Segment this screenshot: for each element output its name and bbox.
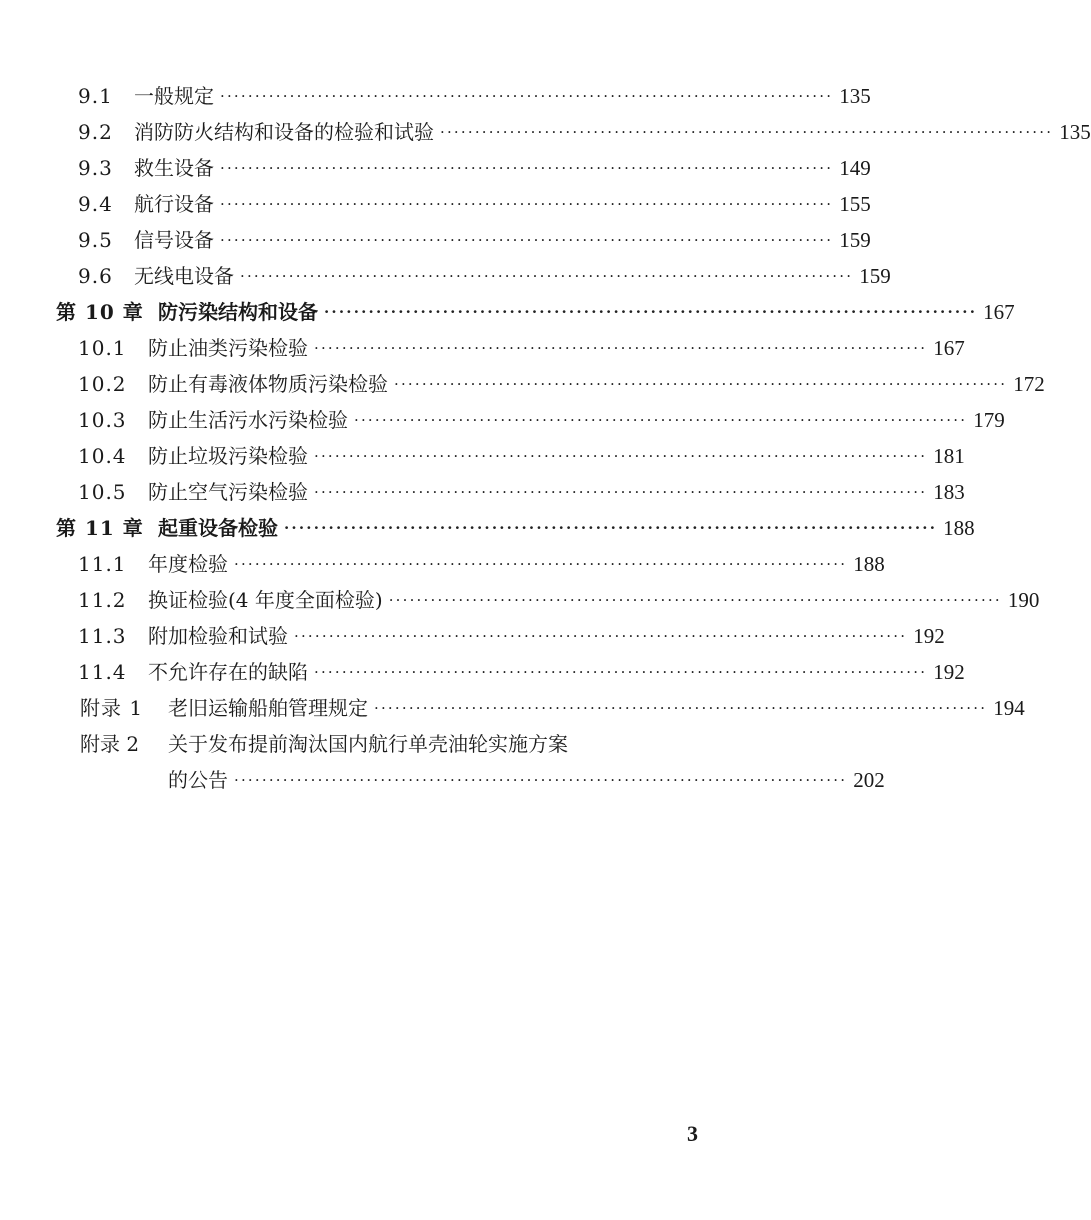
- section-title: 防止空气污染检验: [148, 480, 308, 504]
- dot-leader: ························································································: [394, 375, 1008, 393]
- dot-leader: ························································································: [374, 699, 988, 717]
- section-number: 11.1: [78, 552, 127, 576]
- section-title: 救生设备: [134, 156, 214, 180]
- dot-leader: ························································································: [234, 555, 848, 573]
- dot-leader: ························································································: [314, 447, 928, 465]
- section-number: 11.4: [78, 660, 127, 684]
- section-title: 信号设备: [134, 228, 214, 252]
- section-number: 9.4: [78, 192, 113, 216]
- section-title: 附加检验和试验: [148, 624, 288, 648]
- section-title: 无线电设备: [134, 264, 234, 288]
- section-title: 消防防火结构和设备的检验和试验: [134, 120, 434, 144]
- toc-appendix-2: [80, 726, 568, 762]
- chapter-title: 起重设备检验: [158, 516, 278, 540]
- dot-leader: ························································································: [234, 771, 848, 789]
- dot-leader: ························································································: [388, 591, 1002, 609]
- toc-appendix-1: [80, 690, 1025, 726]
- toc-entry-10-3: [78, 402, 1005, 438]
- toc-entry-9-2: [78, 114, 1091, 150]
- toc-entry-11-3: [78, 618, 945, 654]
- toc-entry-9-1: [78, 78, 871, 114]
- page-number: 194: [993, 696, 1025, 720]
- dot-leader: ························································································: [220, 87, 834, 105]
- page-number: 183: [933, 480, 965, 504]
- dot-leader: ························································································: [314, 483, 928, 501]
- appendix-number: 附录 1: [80, 696, 144, 720]
- section-number: 10.3: [78, 408, 127, 432]
- appendix-number: 附录 2: [80, 732, 140, 756]
- section-title: 航行设备: [134, 192, 214, 216]
- dot-leader: ························································································: [284, 519, 938, 537]
- section-number: 9.6: [78, 264, 113, 288]
- section-number: 9.3: [78, 156, 113, 180]
- section-title: 年度检验: [148, 552, 228, 576]
- page-number: 172: [1013, 372, 1045, 396]
- section-number: 11.3: [78, 624, 127, 648]
- section-number: 10.4: [78, 444, 127, 468]
- section-title: 防止有毒液体物质污染检验: [148, 372, 388, 396]
- page-number: 190: [1007, 588, 1040, 612]
- section-title: 防止油类污染检验: [148, 336, 308, 360]
- dot-leader: ························································································: [220, 195, 834, 213]
- page-number: 188: [853, 552, 885, 576]
- chapter-title: 防污染结构和设备: [158, 300, 318, 324]
- page-number: 179: [973, 408, 1005, 432]
- page-number: 181: [933, 444, 965, 468]
- section-number: 9.5: [78, 228, 113, 252]
- toc-entry-10-2: [78, 366, 1045, 402]
- toc-entry-11-2: [78, 582, 1040, 618]
- toc-entry-10-5: [78, 474, 965, 510]
- dot-leader: ························································································: [314, 663, 928, 681]
- section-number: 10.5: [78, 480, 127, 504]
- toc-chapter-10: [56, 294, 1015, 330]
- dot-leader: ························································································: [294, 627, 908, 645]
- toc-entry-10-4: [78, 438, 965, 474]
- page-number: 192: [933, 660, 965, 684]
- page-number: 159: [839, 228, 871, 252]
- dot-leader: ························································································: [314, 339, 928, 357]
- section-title: 防止垃圾污染检验: [148, 444, 308, 468]
- section-title: 一般规定: [134, 84, 214, 108]
- appendix-title: 关于发布提前淘汰国内航行单壳油轮实施方案: [168, 732, 568, 756]
- toc-entry-10-1: [78, 330, 965, 366]
- toc-chapter-11: [56, 510, 975, 546]
- dot-leader: ························································································: [354, 411, 968, 429]
- page-number: 188: [943, 516, 975, 540]
- chapter-number: 第 10 章: [56, 300, 144, 324]
- folio-page-number: 3: [687, 1121, 698, 1146]
- toc-entry-9-5: [78, 222, 871, 258]
- toc-entry-9-3: [78, 150, 871, 186]
- section-title: 换证检验(4 年度全面检验): [148, 588, 383, 612]
- toc-appendix-2-continued: [168, 762, 885, 798]
- page-number: 167: [933, 336, 965, 360]
- page-number: 135: [839, 84, 871, 108]
- page-number: 155: [839, 192, 871, 216]
- dot-leader: ························································································: [440, 123, 1054, 141]
- dot-leader: ························································································: [220, 159, 834, 177]
- page-number: 192: [913, 624, 945, 648]
- section-number: 9.1: [78, 84, 113, 108]
- page-number: 159: [859, 264, 891, 288]
- page-number: 149: [839, 156, 871, 180]
- dot-leader: ························································································: [220, 231, 834, 249]
- page-number: 167: [983, 300, 1015, 324]
- section-title: 防止生活污水污染检验: [148, 408, 348, 432]
- appendix-title: 老旧运输船舶管理规定: [168, 696, 368, 720]
- page-number: 135: [1059, 120, 1091, 144]
- chapter-number: 第 11 章: [56, 516, 144, 540]
- section-number: 11.2: [78, 588, 127, 612]
- toc-entry-11-1: [78, 546, 885, 582]
- appendix-title-continued: 的公告: [168, 768, 228, 792]
- section-number: 9.2: [78, 120, 113, 144]
- toc-entry-9-6: [78, 258, 891, 294]
- toc-entry-11-4: [78, 654, 965, 690]
- page-number: 202: [853, 768, 885, 792]
- section-number: 10.1: [78, 336, 127, 360]
- section-number: 10.2: [78, 372, 127, 396]
- toc-entry-9-4: [78, 186, 871, 222]
- section-title: 不允许存在的缺陷: [148, 660, 308, 684]
- dot-leader: ························································································: [240, 267, 854, 285]
- dot-leader: ························································································: [324, 303, 978, 321]
